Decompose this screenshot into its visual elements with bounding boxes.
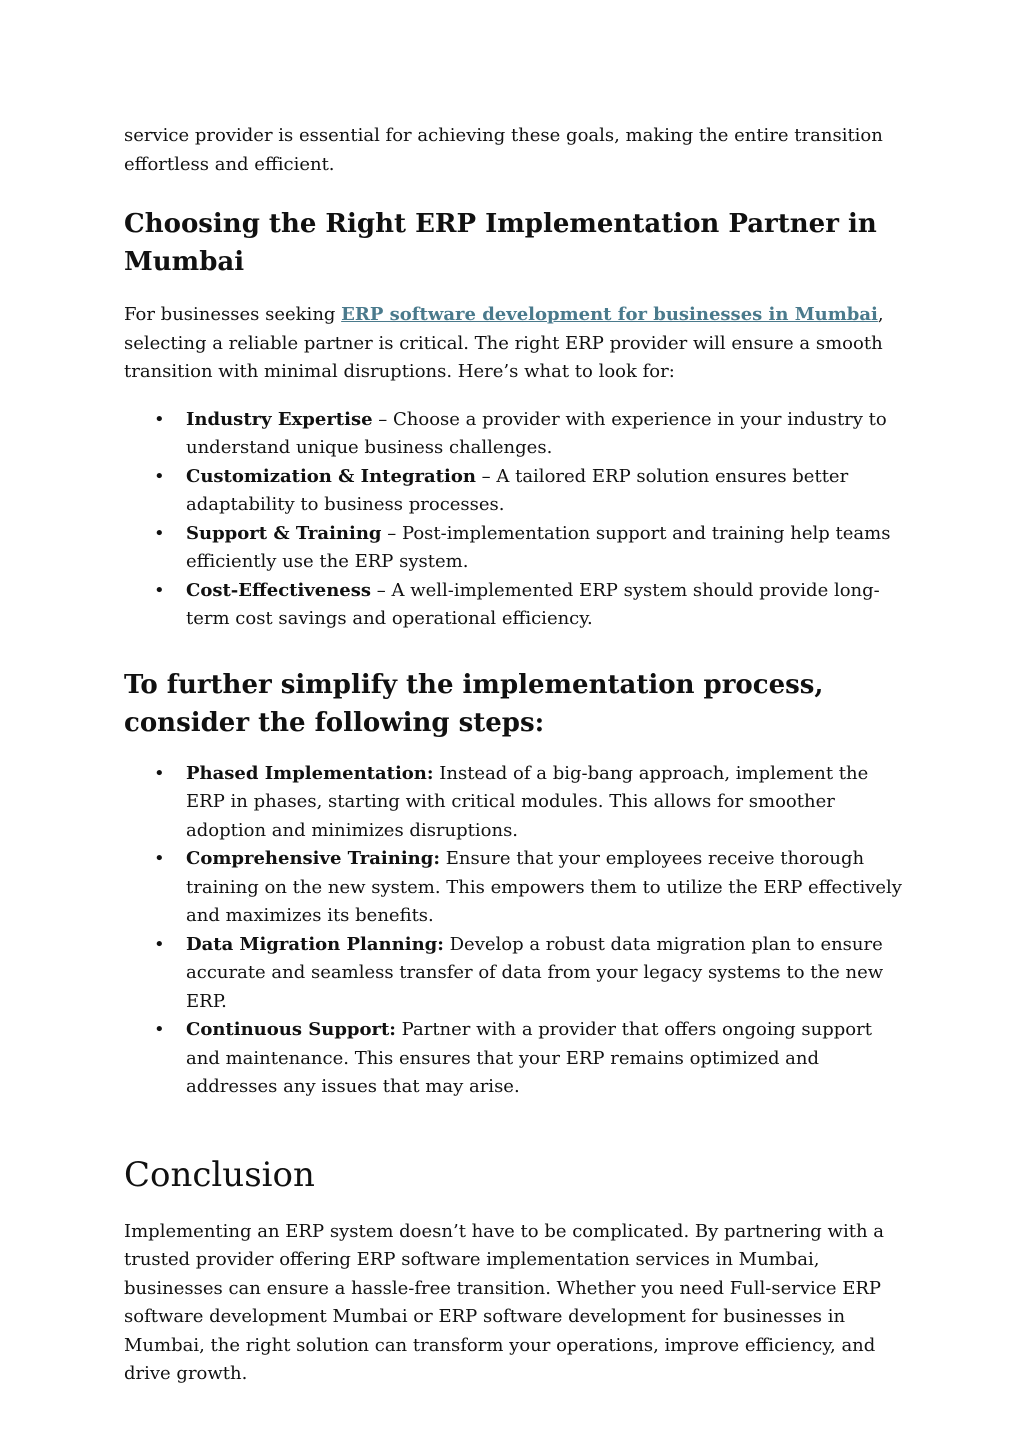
choosing-partner-heading: Choosing the Right ERP Implementation Partner in Mumbai [124, 209, 877, 277]
list-item [124, 577, 904, 634]
choosing-para-suffix: , selecting a reliable partner is critical. The right ERP provider will ensure a smooth transition with minimal disruptions. Here’s what to look for: [124, 304, 884, 382]
list-item-term: Support & Training [186, 522, 382, 544]
list-item-term: Comprehensive Training: [186, 848, 440, 869]
list-item [124, 845, 904, 931]
intro-paragraph: service provider is essential for achieving these goals, making the entire transition effortless and efficient. [124, 125, 883, 175]
list-item-desc: Partner with a provider that offers ongoing support and maintenance. This ensures that your ERP remains optimized and addresses any issues that may arise. [186, 1019, 872, 1097]
list-item-term: Continuous Support: [186, 1019, 396, 1040]
conclusion-heading: Conclusion [124, 1154, 315, 1195]
bullet-icon: • [154, 408, 165, 430]
list-item-term: Data Migration Planning: [186, 933, 444, 955]
bullet-icon: • [154, 1019, 165, 1040]
bullet-icon: • [154, 848, 165, 869]
list-item [124, 1016, 904, 1102]
bullet-icon: • [154, 933, 165, 955]
list-item-desc: – A well-implemented ERP system should provide long-term cost savings and operational efficiency. [186, 579, 880, 629]
list-item [124, 760, 904, 846]
bullet-icon: • [154, 579, 165, 601]
list-item-term: Customization & Integration [186, 465, 476, 487]
list-item [124, 406, 904, 463]
erp-development-link[interactable]: ERP software development for businesses in Mumbai [341, 304, 878, 325]
list-item-desc: – A tailored ERP solution ensures better adaptability to business processes. [186, 465, 849, 515]
list-item [124, 931, 904, 1017]
steps-heading: To further simplify the implementation process, consider the following steps: [124, 669, 824, 738]
list-item-term: Phased Implementation: [186, 762, 434, 784]
conclusion-paragraph: Implementing an ERP system doesn’t have to be complicated. By partnering with a trusted provider offering ERP software implementation services in Mumbai, businesses can ensure a hassle-free transition. Whether you need Full-service ERP software development Mumbai or ERP software development for businesses in Mumbai, the right solution can transform your operations, improve efficiency, and drive growth. [124, 1220, 884, 1384]
list-item [124, 520, 904, 577]
list-item-term: Industry Expertise [186, 408, 373, 430]
choosing-paragraph [124, 301, 904, 387]
bullet-icon: • [154, 762, 165, 784]
choosing-para-prefix: For businesses seeking [124, 304, 342, 325]
list-item-desc: Ensure that your employees receive thorough training on the new system. This empowers them to utilize the ERP effectively and maximizes its benefits. [186, 848, 902, 926]
list-item-desc: Develop a robust data migration plan to ensure accurate and seamless transfer of data from your legacy systems to the new ERP. [186, 933, 884, 1012]
document-page [124, 122, 904, 1389]
list-item-desc: Instead of a big-bang approach, implement the ERP in phases, starting with critical modules. This allows for smoother adoption and minimizes disruptions. [186, 762, 869, 841]
partner-criteria-list [124, 406, 904, 634]
implementation-steps-list [124, 760, 904, 1102]
list-item-desc: – Post-implementation support and training help teams efficiently use the ERP system. [186, 522, 891, 572]
list-item [124, 463, 904, 520]
list-item-term: Cost-Effectiveness [186, 579, 372, 601]
list-item-desc: – Choose a provider with experience in your industry to understand unique business challenges. [186, 408, 887, 458]
bullet-icon: • [154, 522, 165, 544]
bullet-icon: • [154, 465, 165, 487]
